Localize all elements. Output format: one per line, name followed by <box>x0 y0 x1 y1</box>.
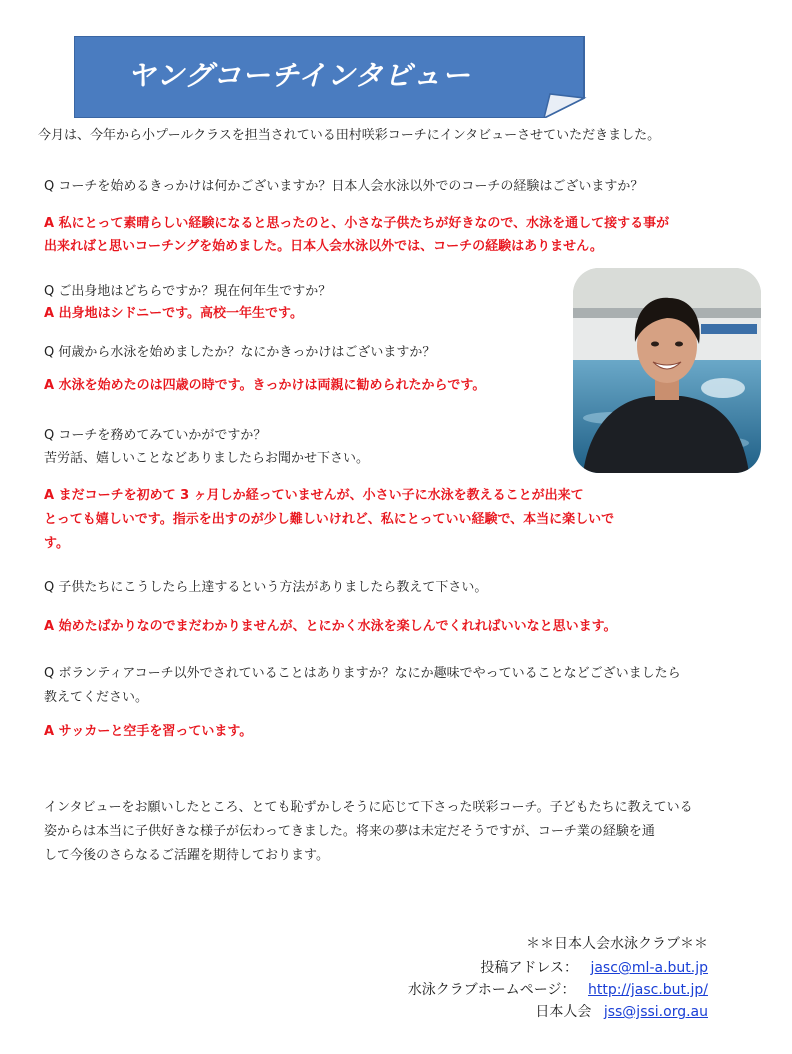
homepage-link[interactable]: http://jasc.but.jp/ <box>588 982 708 998</box>
answer-6: A サッカーと空手を習っています。 <box>44 724 253 739</box>
answer-1-line: 出来ればと思いコーチングを始めました。日本人会水泳以外では、コーチの経験はありません。 <box>44 239 603 254</box>
question-4 <box>44 424 369 470</box>
post-address-label: 投稿アドレス： <box>480 960 578 976</box>
closing-paragraph <box>44 796 693 868</box>
jss-email-link[interactable]: jss@jssi.org.au <box>603 1004 708 1020</box>
footer-post-row <box>480 958 708 979</box>
answer-5: A 始めたばかりなのでまだわかりませんが、とにかく水泳を楽しんでくれればいいなと思います。 <box>44 619 617 634</box>
post-email-link[interactable]: jasc@ml-a.but.jp <box>590 960 708 976</box>
answer-4 <box>44 484 614 556</box>
jss-label: 日本人会 <box>535 1004 592 1020</box>
question-6-line: Q ボランティアコーチ以外でされていることはありますか？なにか趣味でやっていることなどございましたら <box>44 666 681 681</box>
question-6 <box>44 662 681 710</box>
intro-text: 今月は、今年から小プールクラスを担当されている田村咲彩コーチにインタビューさせていただきました。 <box>38 128 661 143</box>
closing-line: インタビューをお願いしたところ、とても恥ずかしそうに応じて下さった咲彩コーチ。子どもたちに教えている <box>44 800 693 815</box>
closing-line: して今後のさらなるご活躍を期待しております。 <box>44 848 329 863</box>
question-2: Q ご出身地はどちらですか？現在何年生ですか？ <box>44 284 332 299</box>
question-6-line: 教えてください。 <box>44 690 149 705</box>
question-1: Q コーチを始めるきっかけは何かございますか？日本人会水泳以外でのコーチの経験はございますか？ <box>44 179 644 194</box>
homepage-label: 水泳クラブホームページ： <box>407 982 576 998</box>
answer-2: A 出身地はシドニーです。高校一年生です。 <box>44 306 303 321</box>
answer-4-line: A まだコーチを初めて 3 ヶ月しか経っていませんが、小さい子に水泳を教えることが出来て <box>44 488 584 503</box>
closing-line: 姿からは本当に子供好きな様子が伝わってきました。将来の夢は未定だそうですが、コーチ業の経験を通 <box>44 824 655 839</box>
footer-homepage-row <box>408 980 708 1001</box>
answer-1-line: A 私にとって素晴らしい経験になると思ったのと、小さな子供たちが好きなので、水泳を通して接する事が <box>44 216 670 231</box>
answer-3: A 水泳を始めたのは四歳の時です。きっかけは両親に勧められたからです。 <box>44 378 486 393</box>
question-3: Q 何歳から水泳を始めましたか？なにかきっかけはございますか？ <box>44 345 436 360</box>
footer-jss-row <box>535 1002 708 1023</box>
question-4-line: Q コーチを務めてみていかがですか？ <box>44 428 267 443</box>
page-title: ヤングコーチインタビュー <box>127 59 471 92</box>
question-5: Q 子供たちにこうしたら上達するという方法がありましたら教えて下さい。 <box>44 580 488 595</box>
footer-club-name: ＊＊日本人会水泳クラブ＊＊ <box>526 936 708 952</box>
question-4-line: 苦労話、嬉しいことなどありましたらお聞かせ下さい。 <box>44 451 370 466</box>
answer-1 <box>44 212 669 258</box>
answer-4-line: す。 <box>44 536 69 551</box>
coach-photo <box>573 268 761 473</box>
answer-4-line: とっても嬉しいです。指示を出すのが少し難しいけれど、私にとっていい経験で、本当に楽しいで <box>44 512 615 527</box>
header-banner <box>74 36 590 118</box>
